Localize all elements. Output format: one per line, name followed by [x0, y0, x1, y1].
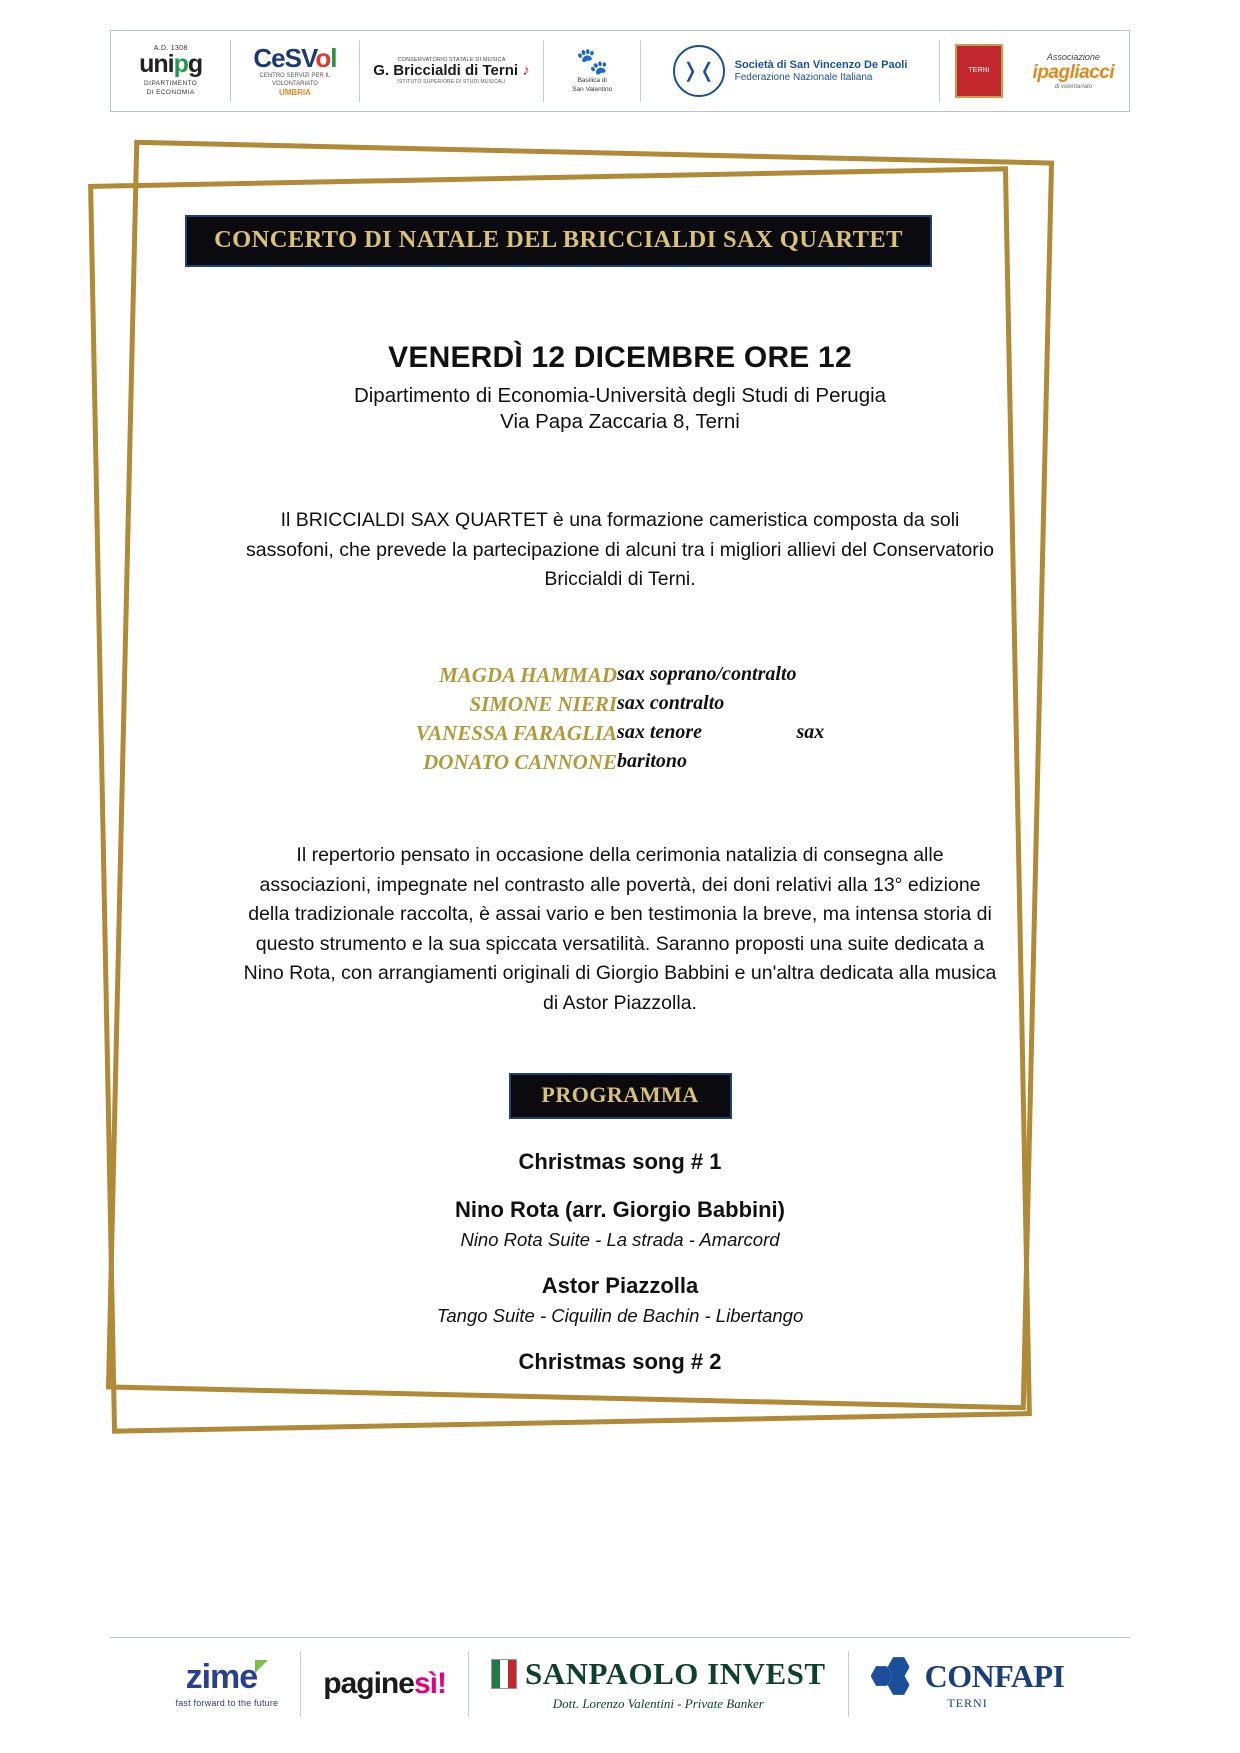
cesvol-wordmark: CeSVol [253, 43, 337, 74]
members-list [150, 663, 1090, 779]
poster-content [150, 215, 1090, 1375]
zime-flag-icon [255, 1660, 268, 1673]
sponsor-logo-ipagliacci [1018, 31, 1129, 111]
sponsor-logo-san-vincenzo [641, 31, 939, 111]
poster-title-banner [185, 215, 932, 267]
sponsor-logo-cesvol [231, 31, 358, 111]
program-item-title: Astor Piazzolla [541, 1272, 699, 1298]
program-item-subtitle: Nino Rota Suite - La strada - Amarcord [460, 1228, 780, 1250]
ipagliacci-line1: Associazione [1046, 52, 1100, 62]
program-item-title: Nino Rota (arr. Giorgio Babbini) [455, 1196, 785, 1222]
member-name: MAGDA HAMMAD [439, 662, 618, 687]
confapi-hex-icon [871, 1656, 917, 1696]
program-item-subtitle: Tango Suite - Ciquilin de Bachin - Libertango [436, 1304, 804, 1326]
list-item [416, 721, 825, 750]
confapi-name: CONFAPI [924, 1657, 1065, 1694]
ipagliacci-line2: ipagliacci [1032, 62, 1115, 83]
member-role: sax soprano/contralto [617, 662, 797, 685]
bottom-sponsor-bar [110, 1637, 1130, 1729]
basilica-name: Basilica di San Valentino [572, 77, 613, 93]
program-list [150, 1149, 1090, 1375]
unipg-ad-text: A.D. 1308 [153, 45, 188, 53]
sponsor-logo-conservatorio [360, 31, 544, 111]
sponsor-logo-citta-di-terni [940, 31, 1018, 111]
confapi-subtitle: TERNI [947, 1696, 988, 1710]
sponsor-logo-paginesi [301, 1638, 468, 1729]
sponsor-logo-basilica [544, 31, 639, 111]
city-crest-icon: TERNI [955, 44, 1003, 98]
san-vincenzo-title: Società di San Vincenzo De Paoli [734, 59, 908, 72]
event-address: Via Papa Zaccaria 8, Terni [500, 410, 740, 433]
member-role: sax tenore [617, 720, 703, 743]
repertoire-paragraph: Il repertorio pensato in occasione della cerimonia natalizia di consegna alle associazioni, impegnate nel contrasto alle povertà, dei doni relativi alla 13° edizione della tradizionale raccolta, è assai vario e ben testimonia la breve, ma intensa storia di questo strumento e la sua spiccata versatilità. Saranno proposti una suite dedicata a Nino Rota, con arrangiamenti originali di Giorgio Babbini e un'altra dedicata alla musica di Astor Piazzolla. [243, 843, 997, 1014]
member-name: VANESSA FARAGLIA [415, 720, 618, 745]
cesvol-region: UMBRIA [278, 87, 311, 97]
member-name: SIMONE NIERI [469, 691, 618, 716]
member-extra [797, 663, 825, 692]
ipagliacci-line3: di volontariato [1054, 84, 1093, 90]
zime-wordmark [185, 1657, 269, 1696]
sponsor-logo-unipg [111, 31, 230, 111]
member-extra: sax [796, 720, 825, 743]
sponsor-logo-sanpaolo-invest [469, 1638, 848, 1729]
san-vincenzo-emblem-icon: ❭❬ [673, 45, 725, 97]
member-role: sax contralto [617, 691, 725, 714]
sanpaolo-subtitle: Dott. Lorenzo Valentini - Private Banker [552, 1695, 764, 1711]
program-banner [509, 1073, 732, 1119]
list-item [416, 750, 825, 779]
unipg-department-text: DIPARTIMENTO DI ECONOMIA [144, 80, 198, 96]
program-item-title: Christmas song # 2 [518, 1348, 722, 1374]
member-role: baritono [617, 749, 688, 772]
italian-flag-icon [491, 1659, 517, 1689]
event-date: VENERDÌ 12 DICEMBRE ORE 12 [388, 341, 852, 374]
member-extra [797, 692, 825, 721]
cesvol-subtitle: CENTRO SERVIZI PER IL VOLONTARIATO [259, 73, 331, 87]
list-item [416, 663, 825, 692]
intro-paragraph: Il BRICCIALDI SAX QUARTET è una formazione cameristica composta da soli sassofoni, che prevede la partecipazione di alcuni tra i migliori allievi del Conservatorio Briccialdi di Terni. [246, 509, 994, 591]
paginesi-accent: sì! [413, 1666, 446, 1700]
event-details [150, 341, 1090, 434]
list-item [416, 692, 825, 721]
lion-crest-icon: 🐾 [576, 46, 609, 77]
conservatorio-name: G. Briccialdi di Terni ♪ [373, 62, 530, 80]
page-title: CONCERTO DI NATALE DEL BRICCIALDI SAX QUARTET [214, 226, 903, 253]
conservatorio-subtitle: ISTITUTO SUPERIORE DI STUDI MUSICALI [397, 78, 506, 85]
paginesi-wordmark [323, 1667, 446, 1701]
sponsor-logo-zime [154, 1638, 301, 1729]
sponsor-logo-confapi [849, 1638, 1087, 1729]
top-sponsor-bar [110, 30, 1130, 112]
unipg-wordmark: unipg [139, 50, 203, 79]
program-label: PROGRAMMA [541, 1081, 699, 1107]
san-vincenzo-subtitle: Federazione Nazionale Italiana [734, 71, 873, 83]
conservatorio-top-text: CONSERVATORIO STATALE DI MUSICA [397, 57, 506, 64]
zime-name: zime [185, 1657, 258, 1696]
member-name: DONATO CANNONE [423, 749, 618, 774]
event-venue: Dipartimento di Economia-Università degli Studi di Perugia [353, 384, 887, 407]
zime-tagline: fast forward to the future [175, 1697, 279, 1708]
member-extra [797, 750, 825, 779]
sanpaolo-name: SANPAOLO INVEST [524, 1655, 826, 1691]
program-item-title: Christmas song # 1 [518, 1148, 722, 1174]
paginesi-name: pagine [323, 1666, 414, 1700]
